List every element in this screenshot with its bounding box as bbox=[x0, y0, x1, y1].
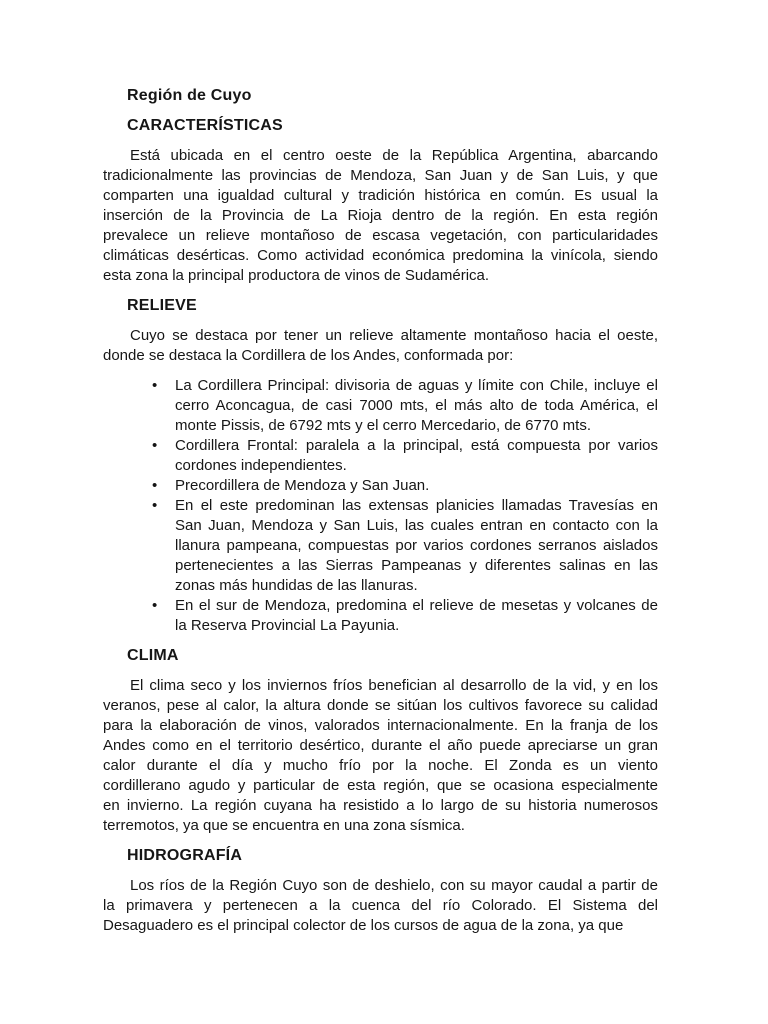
bullet-item-sur-mendoza bbox=[152, 596, 658, 636]
text-line: Cuyo se destaca por tener un relieve altamente montañoso hacia el oeste, bbox=[130, 327, 658, 344]
bullet-item-cordillera-principal bbox=[152, 376, 658, 436]
section-heading-relieve: RELIEVE bbox=[127, 297, 197, 314]
text-line: en invierno. La región cuyana ha resistido a lo largo de su historia numerosos bbox=[103, 797, 658, 814]
text-line: Andes como en el territorio desértico, durante el año puede apreciarse un gran bbox=[103, 737, 658, 754]
bullet-item-precordillera bbox=[152, 476, 658, 496]
text-line: cordillerano agudo y particular de esta región, que se ocasiona especialmente bbox=[103, 777, 658, 794]
text-line: cerro Aconcagua, de casi 7000 mts, el más alto de toda América, el bbox=[175, 397, 658, 414]
paragraph-clima bbox=[103, 676, 658, 836]
bullet-icon: • bbox=[152, 497, 158, 514]
text-line: veranos, pese al calor, la altura donde se sitúan los cultivos favorece su calidad bbox=[103, 697, 658, 714]
text-line: inserción de la Provincia de La Rioja dentro de la región. En esta región bbox=[103, 207, 658, 224]
text-line: donde se destaca la Cordillera de los Andes, conformada por: bbox=[103, 347, 514, 364]
text-line: La Cordillera Principal: divisoria de aguas y límite con Chile, incluye el bbox=[175, 377, 658, 394]
text-line: monte Pissis, de 6792 mts y el cerro Mercedario, de 6770 mts. bbox=[175, 417, 592, 434]
text-line: Desaguadero es el principal colector de los cursos de agua de la zona, ya que bbox=[103, 917, 624, 934]
paragraph-caracteristicas bbox=[103, 146, 658, 286]
bullet-icon: • bbox=[152, 597, 158, 614]
bullet-text bbox=[175, 496, 658, 596]
text-line: climáticas desérticas. Como actividad económica predomina la vinícola, siendo bbox=[103, 247, 658, 264]
bullet-text bbox=[175, 376, 658, 436]
bullet-list bbox=[103, 376, 658, 636]
text-line: Está ubicada en el centro oeste de la República Argentina, abarcando bbox=[130, 147, 658, 164]
bullet-icon: • bbox=[152, 377, 158, 394]
section-heading-caracteristicas: CARACTERÍSTICAS bbox=[127, 117, 283, 134]
text-line: pertenecientes a las Sierras Pampeanas y diferentes salinas en las bbox=[175, 557, 658, 574]
bullet-text bbox=[175, 596, 658, 636]
text-line: Los ríos de la Región Cuyo son de deshielo, con su mayor caudal a partir de bbox=[130, 877, 658, 894]
text-line: terremotos, ya que se encuentra en una zona sísmica. bbox=[103, 817, 465, 834]
section-heading-clima: CLIMA bbox=[127, 647, 179, 664]
text-line: prevalece un relieve montañoso de escasa vegetación, con particularidades bbox=[103, 227, 658, 244]
text-line: Cordillera Frontal: paralela a la principal, está compuesta por varios bbox=[175, 437, 658, 454]
text-line: la Reserva Provincial La Payunia. bbox=[175, 617, 400, 634]
text-line: En el sur de Mendoza, predomina el relieve de mesetas y volcanes de bbox=[175, 597, 658, 614]
bullet-item-cordillera-frontal bbox=[152, 436, 658, 476]
paragraph-relieve-intro bbox=[103, 326, 658, 366]
section-heading-hidrografia: HIDROGRAFÍA bbox=[127, 847, 243, 864]
text-line: esta zona la principal productora de vinos de Sudamérica. bbox=[103, 267, 490, 284]
document-title: Región de Cuyo bbox=[127, 87, 252, 104]
text-line: comparten una igualdad cultural y tradición histórica en común. Es usual la bbox=[103, 187, 658, 204]
bullet-item-planicies-este bbox=[152, 496, 658, 596]
text-line: Precordillera de Mendoza y San Juan. bbox=[175, 477, 430, 494]
text-line: En el este predominan las extensas planicies llamadas Travesías en bbox=[175, 497, 658, 514]
text-line: cordones independientes. bbox=[175, 457, 347, 474]
bullet-icon: • bbox=[152, 437, 158, 454]
text-line: San Juan, Mendoza y San Luis, las cuales entran en contacto con la bbox=[175, 517, 658, 534]
text-line: para la elaboración de vinos, valorados internacionalmente. En la franja de los bbox=[103, 717, 658, 734]
text-line: la primavera y pertenecen a la cuenca del río Colorado. El Sistema del bbox=[103, 897, 658, 914]
text-line: zonas más hundidas de las llanuras. bbox=[175, 577, 418, 594]
text-line: calor durante el día y mucho frío por la noche. El Zonda es un viento bbox=[103, 757, 658, 774]
bullet-text bbox=[175, 476, 658, 496]
bullet-text bbox=[175, 436, 658, 476]
paragraph-hidrografia bbox=[103, 876, 658, 936]
text-line: llanura pampeana, compuestas por varios cordones serranos aislados bbox=[175, 537, 658, 554]
text-line: tradicionalmente las provincias de Mendoza, San Juan y de San Luis, y que bbox=[103, 167, 658, 184]
text-line: El clima seco y los inviernos fríos benefician al desarrollo de la vid, y en los bbox=[130, 677, 658, 694]
bullet-icon: • bbox=[152, 477, 158, 494]
